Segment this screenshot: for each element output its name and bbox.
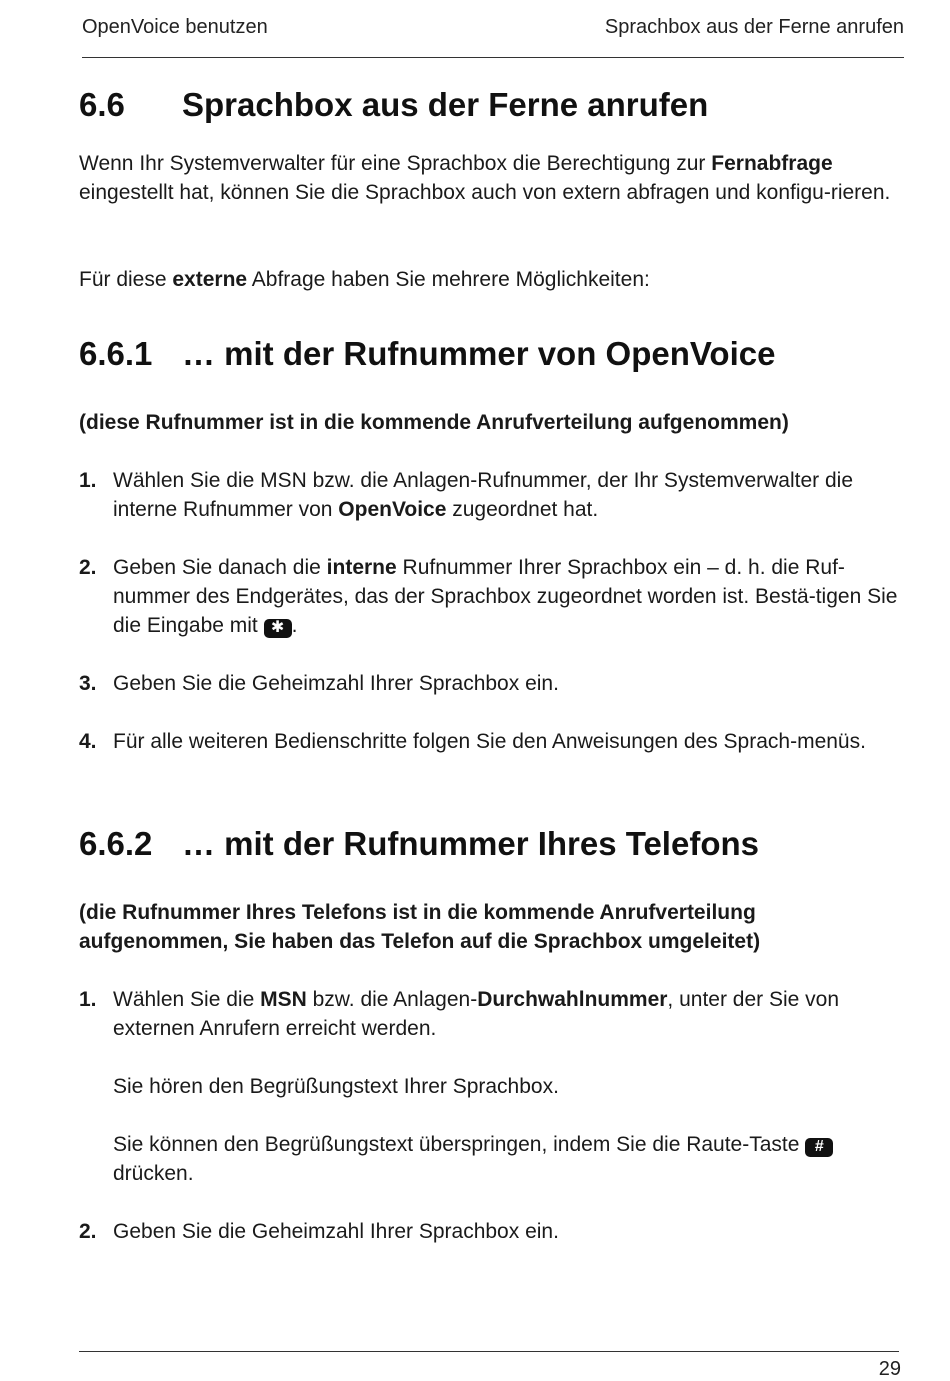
sub2-step-1 — [79, 985, 899, 1043]
footer-divider — [79, 1351, 899, 1352]
step-text-part: Wählen Sie die — [113, 988, 261, 1011]
subsection-1-number: 6.6.1 — [79, 335, 153, 372]
step-text-part: bzw. die Anlagen- — [306, 988, 478, 1011]
hash-key-icon: # — [805, 1138, 833, 1157]
subsection-1-heading — [79, 335, 775, 373]
step-text-part: . — [291, 614, 298, 637]
intro-bold-fernabfrage: Fernabfrage — [711, 152, 833, 175]
section-title: Sprachbox aus der Ferne anrufen — [182, 86, 709, 123]
info-text-part: Sie können den Begrüßungstext überspringen, indem Sie die Raute-Taste — [113, 1133, 806, 1156]
step-text: Geben Sie die Geheimzahl Ihrer Sprachbox ein. — [113, 672, 559, 695]
intro-text-1: Wenn Ihr Systemverwalter für eine Sprachbox die Berechtigung zur — [79, 152, 712, 175]
subsection-2-note: (die Rufnummer Ihres Telefons ist in die kommende Anrufverteilung aufgenommen, Sie haben das Telefon auf die Sprachbox umgeleitet) — [79, 901, 761, 953]
sub1-step-1 — [79, 466, 899, 524]
sub1-step-3 — [79, 669, 899, 698]
step-text-part: , unter der Sie von externen Anrufern erreicht werden. — [113, 988, 840, 1040]
skip-greeting-info — [113, 1130, 899, 1188]
step-bold-durchwahlnummer: Durchwahlnummer — [477, 988, 668, 1011]
intro-paragraph — [79, 149, 899, 207]
step-number: 1. — [79, 988, 97, 1011]
step-text-part: Geben Sie danach die — [113, 556, 327, 579]
step-text: Für alle weiteren Bedienschritte folgen Sie den Anweisungen des Sprach-menüs. — [113, 730, 866, 753]
step-text — [113, 553, 899, 640]
sub2-step-2 — [79, 1217, 899, 1246]
step-text — [113, 466, 899, 524]
step-bold-openvoice: OpenVoice — [338, 498, 447, 521]
intro-text-2: eingestellt hat, können Sie die Sprachbox auch von extern abfragen und konfigu-rieren. — [79, 181, 891, 204]
step-number: 2. — [79, 1220, 97, 1243]
step-text: Geben Sie die Geheimzahl Ihrer Sprachbox ein. — [113, 1220, 559, 1243]
options-bold-externe: externe — [172, 268, 248, 291]
step-text — [113, 985, 899, 1043]
step-number: 3. — [79, 672, 97, 695]
subsection-1-title: … mit der Rufnummer von OpenVoice — [182, 335, 776, 372]
step-number: 4. — [79, 730, 97, 753]
star-key-icon: ✱ — [264, 619, 292, 638]
step-bold-msn: MSN — [260, 988, 307, 1011]
greeting-info: Sie hören den Begrüßungstext Ihrer Sprachbox. — [113, 1075, 559, 1098]
subsection-2-heading — [79, 825, 759, 863]
step-number: 1. — [79, 469, 97, 492]
header-divider — [82, 57, 904, 58]
running-header-right: Sprachbox aus der Ferne anrufen — [604, 16, 904, 38]
sub1-step-4 — [79, 727, 899, 756]
options-text-2: Abfrage haben Sie mehrere Möglichkeiten: — [247, 268, 650, 291]
step-text-part: Rufnummer Ihrer Sprachbox ein – d. h. die Ruf-nummer des Endgerätes, das der Sprachbox zugeordnet worden ist. Bestä-tigen Sie die Eingabe mit — [113, 556, 898, 637]
options-paragraph — [79, 265, 899, 294]
step-text-part: Wählen Sie die MSN bzw. die Anlagen-Rufnummer, der Ihr Systemverwalter die interne Rufnummer von — [113, 469, 853, 521]
options-text-1: Für diese — [79, 268, 173, 291]
page-number: 29 — [878, 1358, 901, 1380]
step-number: 2. — [79, 556, 97, 579]
sub1-step-2 — [79, 553, 899, 640]
running-header-left: OpenVoice benutzen — [82, 16, 268, 38]
step-bold-interne: interne — [326, 556, 397, 579]
subsection-2-number: 6.6.2 — [79, 825, 153, 862]
step-text-part: zugeordnet hat. — [446, 498, 599, 521]
subsection-1-note: (diese Rufnummer ist in die kommende Anrufverteilung aufgenommen) — [79, 411, 789, 434]
subsection-2-title: … mit der Rufnummer Ihres Telefons — [182, 825, 759, 862]
info-text-part: drücken. — [113, 1162, 194, 1185]
section-number: 6.6 — [79, 86, 125, 123]
section-heading — [79, 86, 708, 124]
